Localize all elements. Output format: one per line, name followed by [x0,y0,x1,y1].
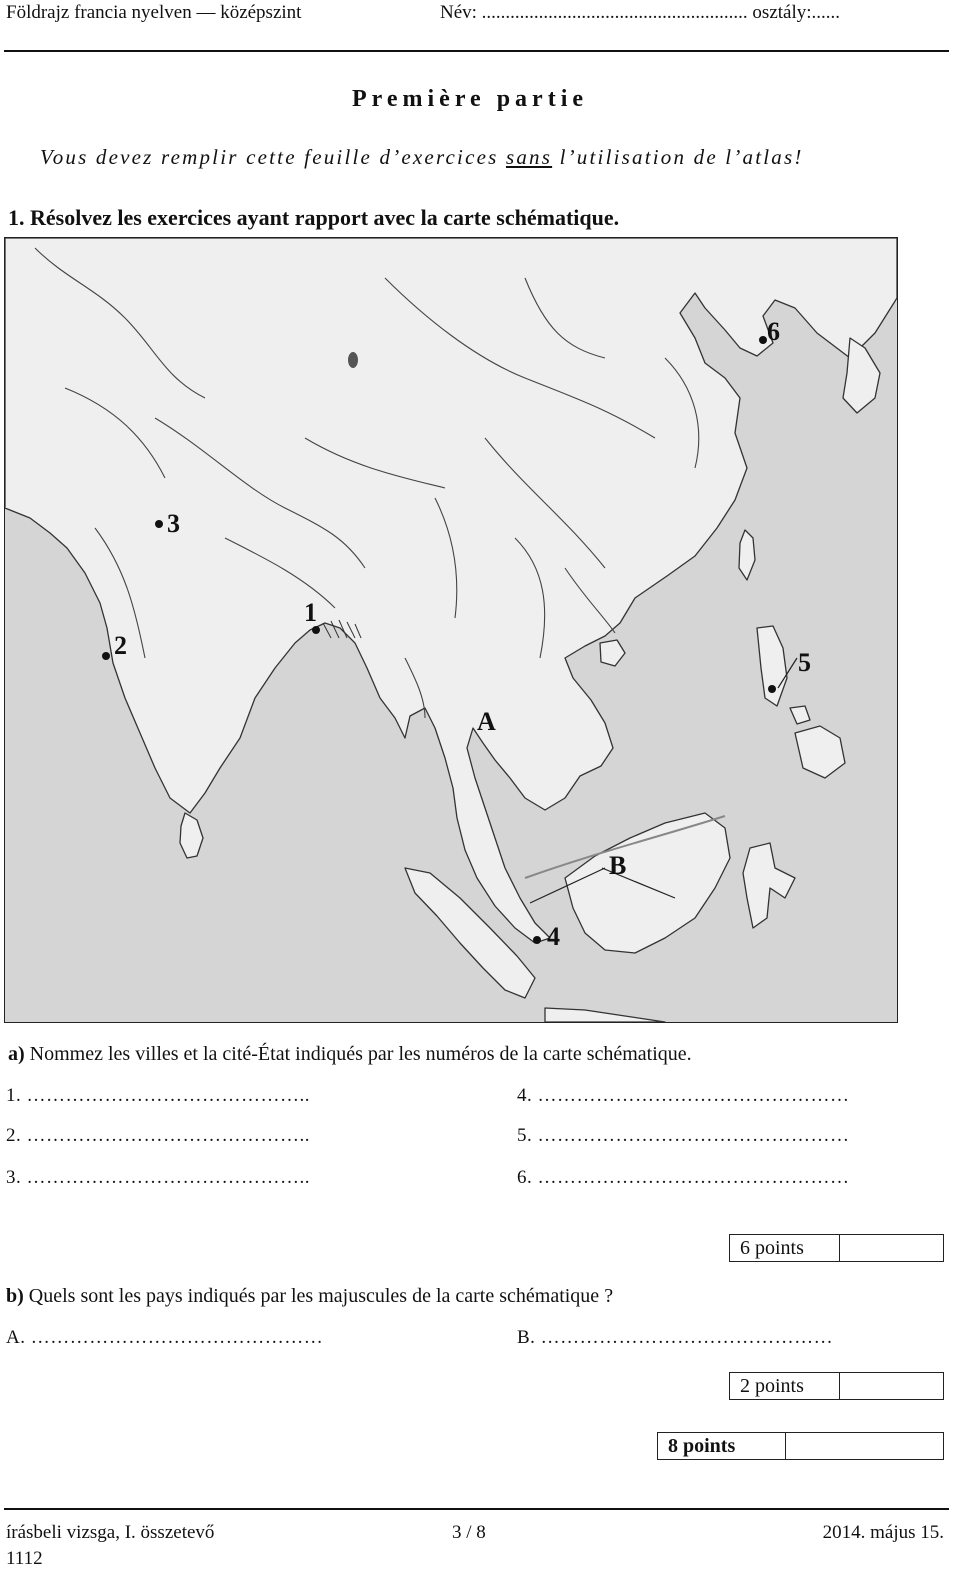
sumatra [405,868,535,998]
question-b-prefix: b) [6,1285,24,1307]
map-label-3: 3 [167,509,180,538]
sri-lanka [180,813,203,858]
answer-line-1[interactable]: 1. …………………………………….. [6,1085,310,1106]
footer-divider [4,1508,949,1510]
map-drawing [5,238,897,1022]
map-label-2: 2 [114,631,127,660]
luzon [757,626,787,706]
question-b-text: Quels sont les pays indiqués par les majuscules de la carte schématique ? [23,1285,614,1307]
part-title: Première partie [351,86,589,112]
score-label-b: 2 points [730,1373,840,1399]
notice-text-before: Vous devez remplir cette feuille d’exercices [40,145,506,169]
question-b [6,1285,613,1308]
answer-line-a[interactable]: A. ……………………………………… [6,1327,324,1348]
question-a [8,1043,692,1066]
total-score-box [657,1432,944,1460]
notice-text-after: l’utilisation de l’atlas! [552,145,804,169]
footer-exam-type: írásbeli vizsga, I. összetevő [6,1522,215,1543]
header-divider [4,50,949,52]
city-dot-1 [312,626,320,634]
city-dot-2 [102,652,110,660]
name-class-field[interactable]: Név: ........................................................ osztály:...... [440,2,841,23]
sulawesi [743,843,795,928]
city-dot-6 [759,336,767,344]
japan [843,338,880,413]
taiwan [739,530,755,580]
answer-line-b[interactable]: B. ……………………………………… [517,1327,834,1348]
visayas [790,706,810,724]
java [545,1008,665,1022]
borneo [565,813,730,953]
page-number: 3 / 8 [452,1522,486,1543]
city-dot-3 [155,520,163,528]
map-label-b: B [609,851,627,880]
score-input-a[interactable] [840,1235,943,1261]
answer-line-4[interactable]: 4. ………………………………………… [517,1085,850,1106]
map-label-1: 1 [304,598,317,627]
total-score-input[interactable] [786,1433,943,1459]
instruction-notice [40,145,920,170]
exercise-title: 1. Résolvez les exercices ayant rapport avec la carte schématique. [8,205,620,230]
score-input-b[interactable] [840,1373,943,1399]
city-dot-5 [768,685,776,693]
footer-date: 2014. május 15. [822,1522,944,1543]
hainan [600,640,625,666]
answer-line-6[interactable]: 6. ………………………………………… [517,1167,850,1188]
answer-line-2[interactable]: 2. …………………………………….. [6,1125,310,1146]
map-label-5: 5 [798,648,811,677]
notice-underlined-word: sans [505,145,553,169]
map-label-a: A [477,707,496,736]
city-dot-4 [533,936,541,944]
question-a-prefix: a) [8,1043,25,1065]
footer-code: 1112 [6,1548,43,1569]
exam-subject: Földrajz francia nyelven — középszint [6,2,302,23]
score-box-b [729,1372,944,1400]
map-label-4: 4 [547,922,560,951]
mindanao [795,726,845,778]
lake-mark [348,352,358,368]
question-a-text: Nommez les villes et la cité-État indiqués par les numéros de la carte schématique. [24,1043,692,1065]
answer-line-5[interactable]: 5. ………………………………………… [517,1125,850,1146]
map-label-6: 6 [767,317,780,346]
schematic-map [4,237,898,1023]
answer-line-3[interactable]: 3. …………………………………….. [6,1167,310,1188]
score-label-a: 6 points [730,1235,840,1261]
total-score-label: 8 points [658,1433,786,1459]
score-box-a [729,1234,944,1262]
